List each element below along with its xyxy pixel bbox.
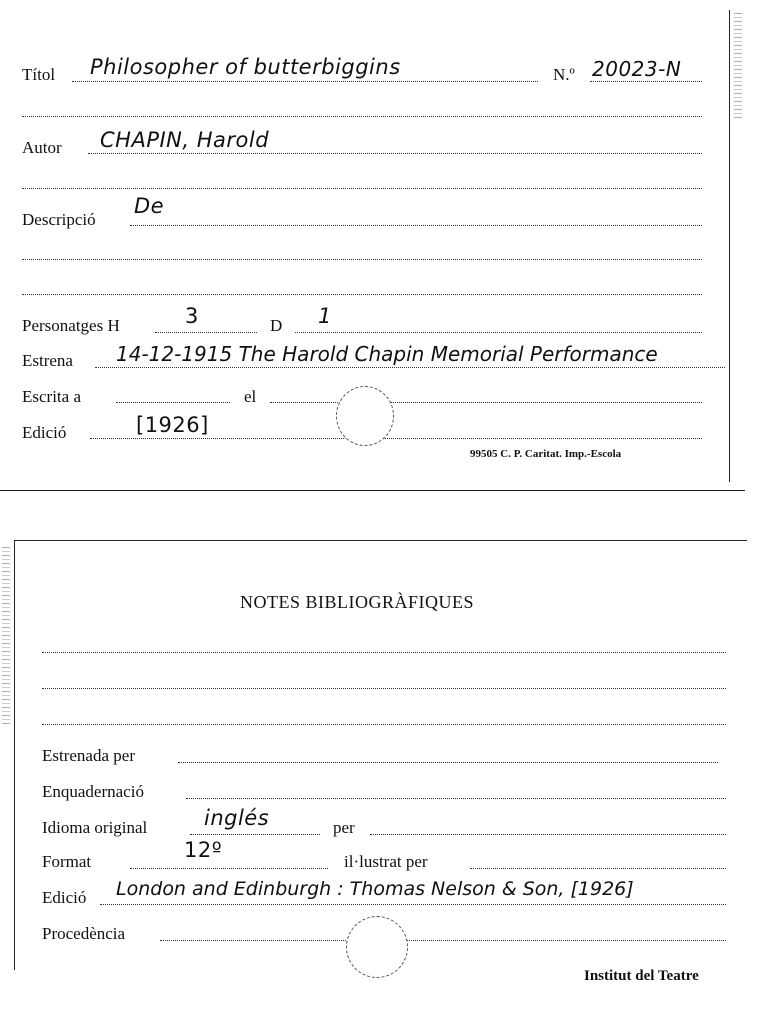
notes-heading: NOTES BIBLIOGRÀFIQUES: [240, 592, 475, 612]
ruled-line: [42, 652, 726, 653]
catalog-card-front: [0, 0, 745, 492]
edicio-line-2: [100, 904, 726, 905]
edicio-value: [1926]: [136, 413, 209, 437]
scan-speckle: [2, 544, 10, 724]
personatges-label: Personatges H: [22, 316, 120, 335]
edicio-label: Edició: [22, 423, 67, 442]
idioma-per-label: per: [333, 818, 355, 837]
titol-label: Títol: [22, 65, 56, 84]
escrita-line: [116, 402, 230, 403]
estrenada-label: Estrenada per: [42, 746, 135, 765]
idioma-line: [190, 834, 320, 835]
format-label: Format: [42, 852, 92, 871]
estrena-label: Estrena: [22, 351, 73, 370]
edicio-label-2: Edició: [42, 888, 87, 907]
titol-value: Philosopher of butterbiggins: [90, 55, 401, 79]
personatges-d-value: 1: [318, 304, 332, 328]
format-line: [130, 868, 328, 869]
descripcio-value: De: [134, 194, 165, 218]
card-border-top: [14, 540, 747, 541]
ruled-line: [42, 724, 726, 725]
idioma-label: Idioma original: [42, 818, 148, 837]
numero-line: [590, 81, 702, 82]
escrita-label: Escrita a: [22, 387, 81, 406]
edicio-line: [90, 438, 702, 439]
estrenada-line: [178, 762, 718, 763]
format-value: 12º: [184, 838, 223, 862]
ruled-line: [42, 688, 726, 689]
estrena-line: [95, 367, 725, 368]
idioma-per-line: [370, 834, 726, 835]
descripcio-label: Descripció: [22, 210, 96, 229]
punch-hole: [346, 916, 408, 978]
catalog-card-back: [0, 540, 747, 1028]
procedencia-line: [160, 940, 726, 941]
autor-value: CHAPIN, Harold: [100, 128, 270, 152]
ruled-line: [22, 116, 702, 117]
procedencia-label: Procedència: [42, 924, 126, 943]
personatges-h-value: 3: [185, 304, 199, 328]
enquadernacio-line: [186, 798, 726, 799]
numero-value: 20023-N: [592, 57, 682, 81]
edicio-value-2: London and Edinburgh : Thomas Nelson & Son, [1926]: [116, 878, 634, 900]
titol-line: [72, 81, 538, 82]
escrita-el-line: [270, 402, 702, 403]
idioma-value: inglés: [204, 806, 270, 830]
escrita-el-label: el: [244, 387, 257, 406]
scan-speckle: [734, 10, 742, 120]
descripcio-line: [130, 225, 702, 226]
estrena-value: 14-12-1915 The Harold Chapin Memorial Performance: [116, 342, 658, 366]
ruled-line: [22, 259, 702, 260]
ruled-line: [22, 294, 702, 295]
card-border-left: [14, 540, 15, 970]
illustrat-line: [470, 868, 726, 869]
illustrat-label: il·lustrat per: [344, 852, 428, 871]
numero-label: N.º: [553, 65, 575, 84]
personatges-d-line: [295, 332, 702, 333]
punch-hole: [336, 386, 394, 446]
enquadernacio-label: Enquadernació: [42, 782, 144, 801]
ruled-line: [22, 188, 702, 189]
personatges-d-label: D: [270, 316, 283, 335]
personatges-h-line: [155, 332, 257, 333]
autor-line: [88, 153, 702, 154]
printer-note: 99505 C. P. Caritat. Imp.-Escola: [470, 448, 622, 460]
institution-stamp: Institut del Teatre: [584, 968, 699, 984]
autor-label: Autor: [22, 138, 62, 157]
